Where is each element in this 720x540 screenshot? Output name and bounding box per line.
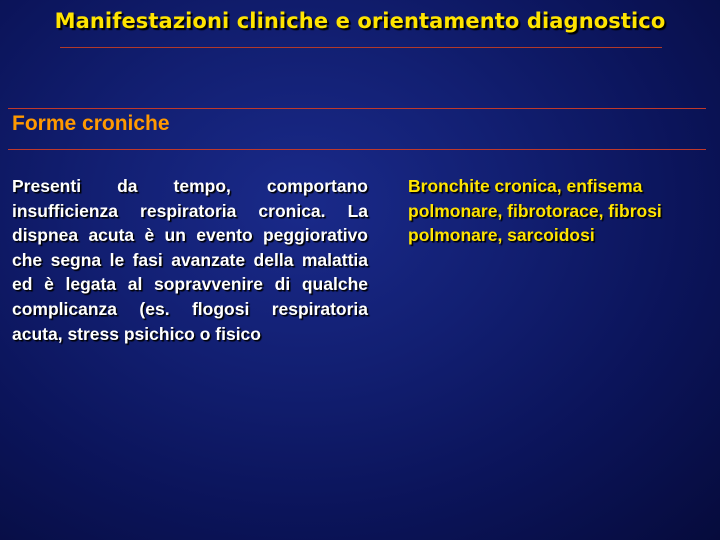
conditions-list: Bronchite cronica, enfisema polmonare, fibrotorace, fibrosi polmonare, sarcoidosi: [408, 176, 662, 246]
title-divider: [60, 47, 662, 48]
description-paragraph: Presenti da tempo, comportano insufficienza respiratoria cronica. La dispnea acuta è un evento peggiorativo che segna le fasi avanzate della malattia ed è legata al sopravvenire di qualche complicanza (es. flogosi respiratoria acuta, stress psichico o fisico: [12, 176, 368, 344]
section-bottom-divider: [8, 149, 706, 150]
section-top-divider: [8, 108, 706, 109]
section-title: Forme croniche: [12, 112, 170, 135]
slide-title: Manifestazioni cliniche e orientamento diagnostico: [54, 9, 666, 33]
